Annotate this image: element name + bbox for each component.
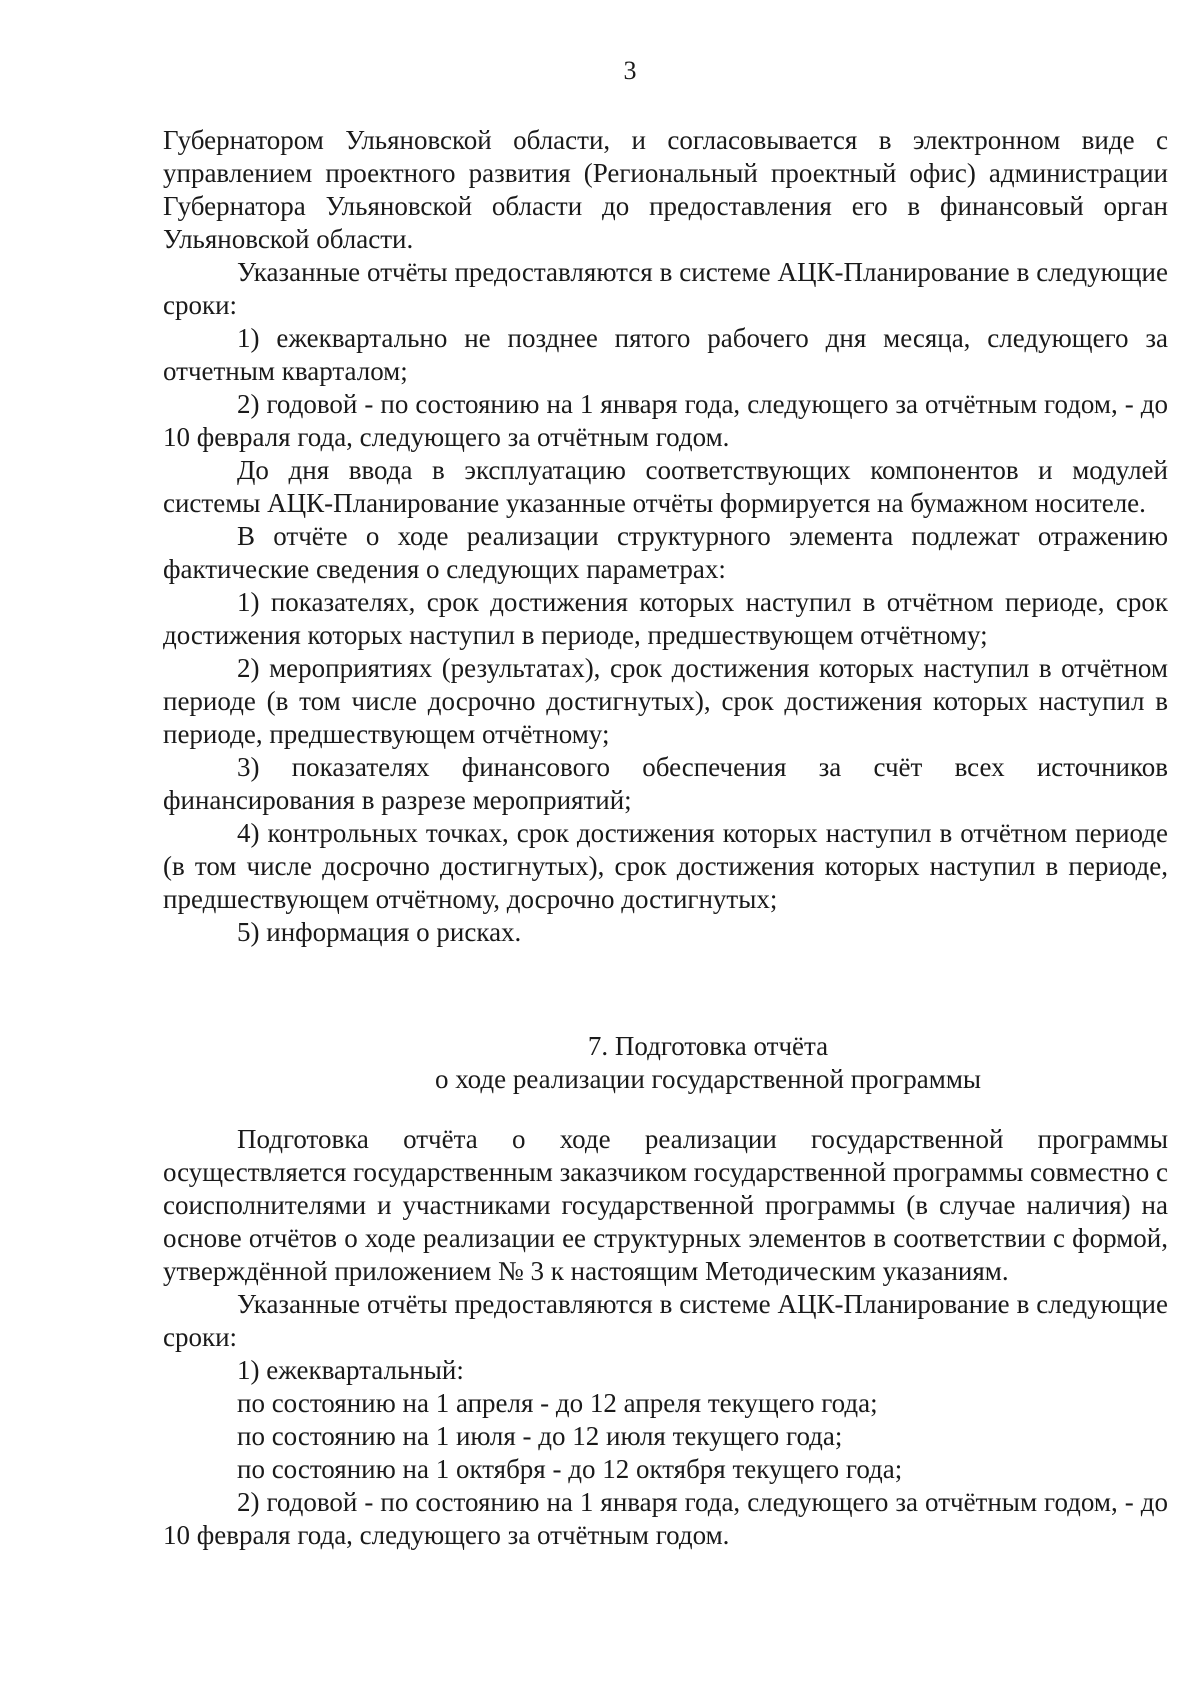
list-item: 1) ежеквартально не позднее пятого рабочего дня месяца, следующего за отчетным кварталом;	[163, 323, 1168, 386]
list-item: 2) мероприятиях (результатах), срок достижения которых наступил в отчётном периоде (в том числе досрочно достигнутых), срок достижения которых наступил в периоде, предшествующем отчётному;	[163, 653, 1168, 749]
list-item: по состоянию на 1 июля - до 12 июля текущего года;	[237, 1421, 843, 1451]
page-number: 3	[623, 56, 637, 85]
section-7-body-text	[163, 1123, 1168, 1552]
paragraph: В отчёте о ходе реализации структурного элемента подлежат отражению фактические сведения о следующих параметрах:	[163, 521, 1168, 584]
list-item: по состоянию на 1 октября - до 12 октября текущего года;	[237, 1454, 903, 1484]
list-item: 2) годовой - по состоянию на 1 января года, следующего за отчётным годом, - до 10 февраля года, следующего за отчётным годом.	[163, 1487, 1168, 1550]
paragraph: Подготовка отчёта о ходе реализации государственной программы осуществляется государственным заказчиком государственной программы совместно с соисполнителями и участниками государственной программы (в случае наличия) на основе отчётов о ходе реализации ее структурных элементов в соответствии с формой, утверждённой приложением № 3 к настоящим Методическим указаниям.	[163, 1124, 1168, 1286]
list-item: 1) ежеквартальный:	[237, 1355, 464, 1385]
paragraph: Указанные отчёты предоставляются в системе АЦК-Планирование в следующие сроки:	[163, 1289, 1168, 1352]
list-item: 1) показателях, срок достижения которых наступил в отчётном периоде, срок достижения которых наступил в периоде, предшествующем отчётному;	[163, 587, 1168, 650]
list-item: 3) показателях финансового обеспечения за счёт всех источников финансирования в разрезе мероприятий;	[163, 752, 1168, 815]
section-heading-title: 7. Подготовка отчёта	[587, 1031, 829, 1061]
list-item: 4) контрольных точках, срок достижения которых наступил в отчётном периоде (в том числе досрочно достигнутых), срок достижения которых наступил в периоде, предшествующем отчётному, досрочно достигнутых;	[163, 818, 1168, 914]
paragraph: Указанные отчёты предоставляются в системе АЦК-Планирование в следующие сроки:	[163, 257, 1168, 320]
list-item: 2) годовой - по состоянию на 1 января года, следующего за отчётным годом, - до 10 февраля года, следующего за отчётным годом.	[163, 389, 1168, 452]
section-heading-subtitle: о ходе реализации государственной программы	[434, 1064, 982, 1094]
section-body-text	[163, 124, 1168, 949]
section-heading	[163, 1030, 1200, 1096]
paragraph: До дня ввода в эксплуатацию соответствующих компонентов и модулей системы АЦК-Планирование указанные отчёты формируется на бумажном носителе.	[163, 455, 1168, 518]
list-item: 5) информация о рисках.	[237, 917, 522, 947]
list-item: по состоянию на 1 апреля - до 12 апреля текущего года;	[237, 1388, 878, 1418]
paragraph: Губернатором Ульяновской области, и согласовывается в электронном виде с управлением проектного развития (Региональный проектный офис) администрации Губернатора Ульяновской области до предоставления его в финансовый орган Ульяновской области.	[163, 125, 1168, 254]
